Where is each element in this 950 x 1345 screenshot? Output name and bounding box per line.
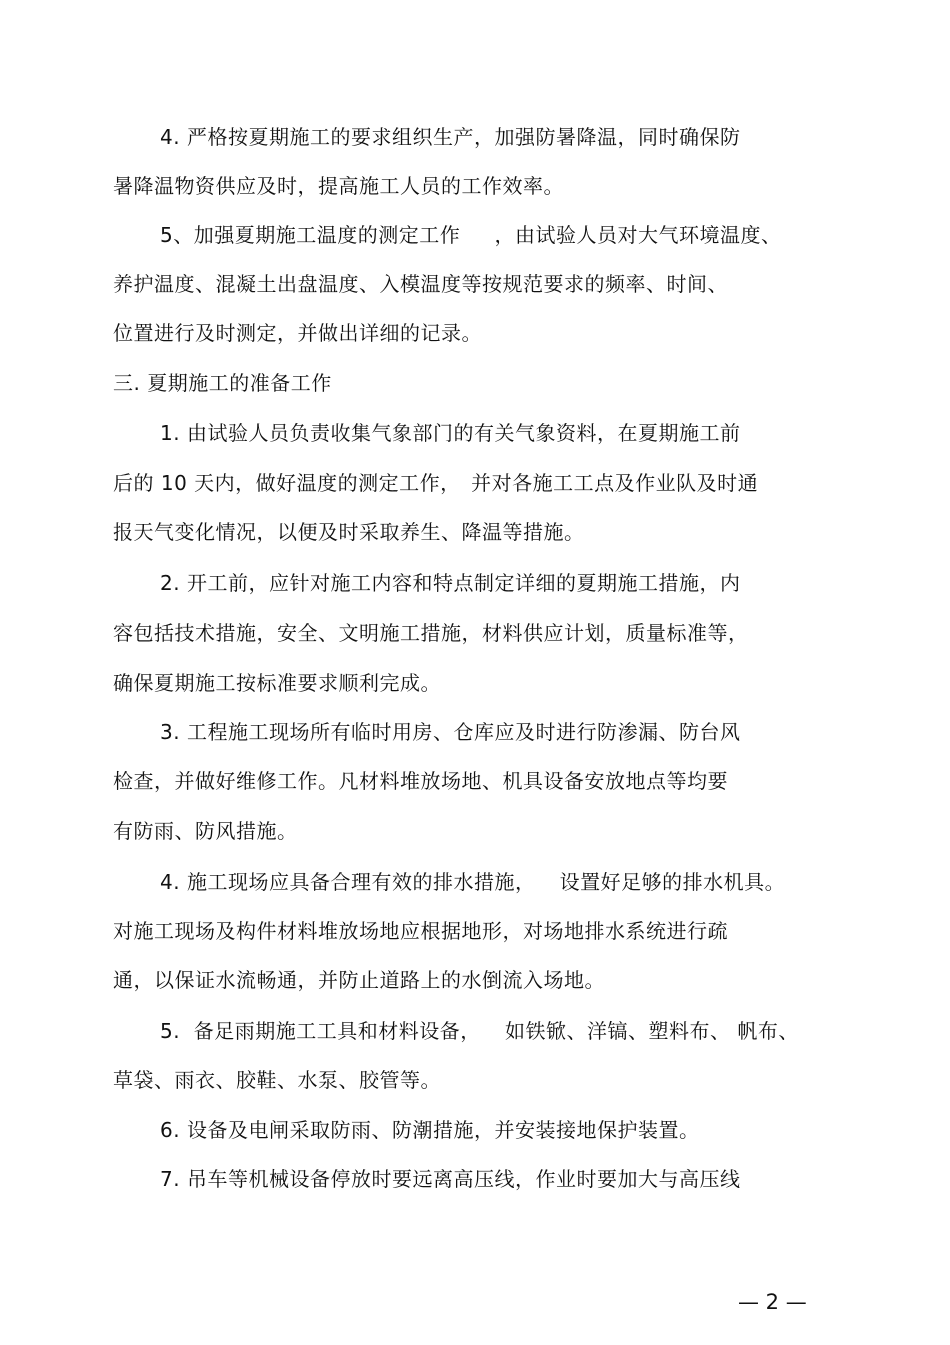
text-line: 5、加强夏期施工温度的测定工作 ，由试验人员对大气环境温度、 bbox=[160, 223, 782, 247]
text-line: 通，以保证水流畅通，并防止道路上的水倒流入场地。 bbox=[113, 968, 605, 992]
text-line: 后的 10 天内，做好温度的测定工作， 并对各施工工点及作业队及时通 bbox=[113, 471, 759, 495]
text-line: 5. 备足雨期施工工具和材料设备， 如铁锨、洋镐、塑料布、 帆布、 bbox=[160, 1019, 799, 1043]
text-line: 7. 吊车等机械设备停放时要远离高压线，作业时要加大与高压线 bbox=[160, 1167, 741, 1191]
text-line: 容包括技术措施，安全、文明施工措施，材料供应计划，质量标准等， bbox=[113, 621, 749, 645]
text-line: 2. 开工前，应针对施工内容和特点制定详细的夏期施工措施，内 bbox=[160, 571, 741, 595]
page-number: — 2 — bbox=[738, 1290, 807, 1314]
text-line: 对施工现场及构件材料堆放场地应根据地形，对场地排水系统进行疏 bbox=[113, 919, 728, 943]
text-line: 4. 施工现场应具备合理有效的排水措施， 设置好足够的排水机具。 bbox=[160, 870, 786, 894]
text-line: 1. 由试验人员负责收集气象部门的有关气象资料，在夏期施工前 bbox=[160, 421, 741, 445]
text-line: 4. 严格按夏期施工的要求组织生产，加强防暑降温，同时确保防 bbox=[160, 125, 741, 149]
text-line: 暑降温物资供应及时，提高施工人员的工作效率。 bbox=[113, 174, 564, 198]
text-line: 有防雨、防风措施。 bbox=[113, 819, 298, 843]
text-line: 养护温度、混凝土出盘温度、入模温度等按规范要求的频率、时间、 bbox=[113, 272, 728, 296]
text-line: 位置进行及时测定，并做出详细的记录。 bbox=[113, 321, 482, 345]
text-line: 6. 设备及电闸采取防雨、防潮措施，并安装接地保护装置。 bbox=[160, 1118, 700, 1142]
text-line: 检查，并做好维修工作。凡材料堆放场地、机具设备安放地点等均要 bbox=[113, 769, 728, 793]
text-line: 确保夏期施工按标准要求顺利完成。 bbox=[113, 671, 441, 695]
text-line: 报天气变化情况，以便及时采取养生、降温等措施。 bbox=[113, 520, 585, 544]
text-line: 3. 工程施工现场所有临时用房、仓库应及时进行防渗漏、防台风 bbox=[160, 720, 741, 744]
text-line: 草袋、雨衣、胶鞋、水泵、胶管等。 bbox=[113, 1068, 441, 1092]
section-heading: 三. 夏期施工的准备工作 bbox=[113, 371, 332, 395]
